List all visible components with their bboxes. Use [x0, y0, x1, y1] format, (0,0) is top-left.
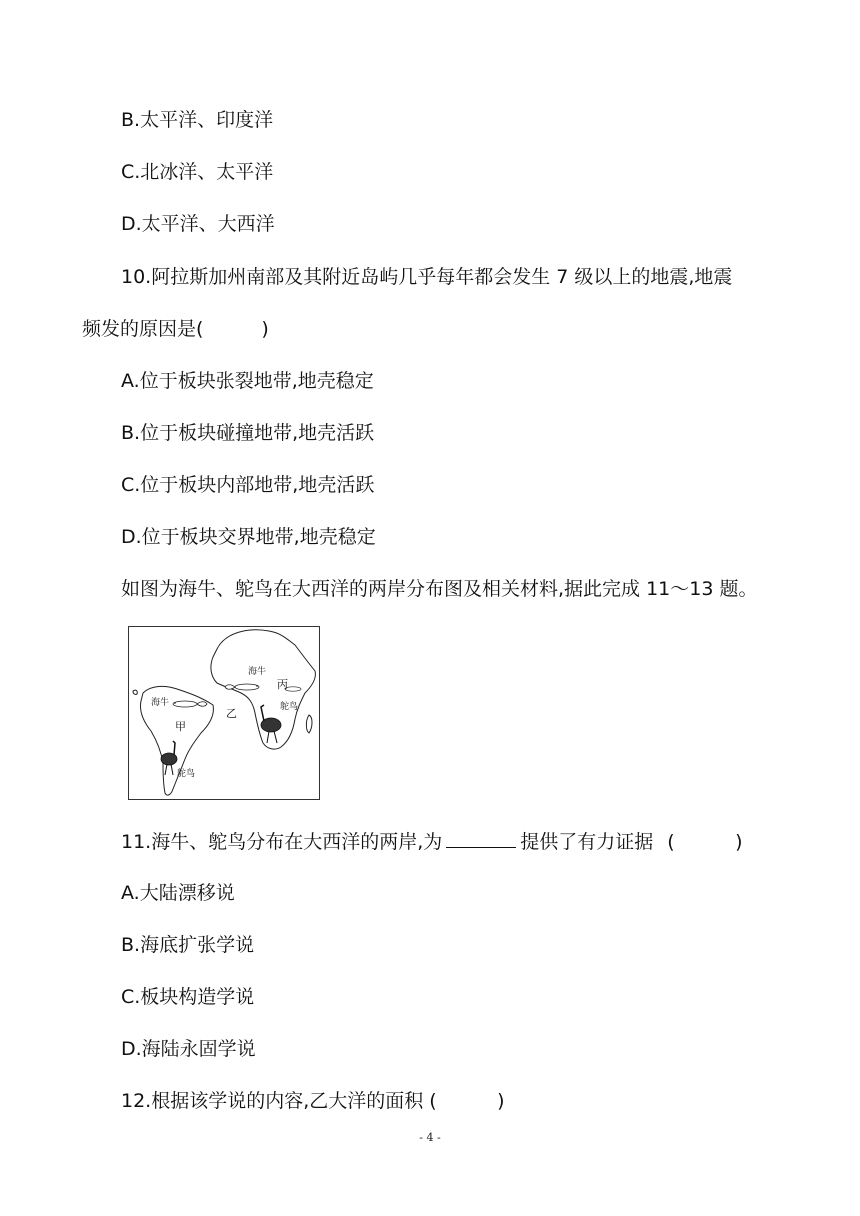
label-ostrich-sa: 鸵鸟	[177, 769, 196, 779]
label-bing: 丙	[277, 678, 288, 691]
q11-stem	[121, 829, 743, 854]
q12-stem: 12.根据该学说的内容,乙大洋的面积 ( )	[121, 1090, 505, 1112]
q11-stem-end: 提供了有力证据	[520, 831, 654, 853]
continents-outline	[129, 627, 319, 799]
group-intro: 如图为海牛、鸵鸟在大西洋的两岸分布图及相关材料,据此完成 11～13 题。	[121, 578, 758, 600]
q9-option-b: B.太平洋、印度洋	[121, 109, 274, 131]
manatee-africa-icon	[225, 684, 259, 690]
label-yi: 乙	[226, 707, 237, 720]
q11-option-d: D.海陆永固学说	[121, 1038, 256, 1060]
q10-stem-line1: 10.阿拉斯加州南部及其附近岛屿几乎每年都会发生 7 级以上的地震,地震	[121, 266, 733, 288]
label-manatee-africa: 海牛	[248, 667, 267, 677]
q10-stem-close: )	[261, 318, 269, 340]
q11-paren: ( )	[667, 831, 743, 853]
label-ostrich-africa: 鸵鸟	[280, 702, 299, 712]
q10-option-d: D.位于板块交界地带,地壳稳定	[121, 526, 376, 548]
q11-option-b: B.海底扩张学说	[121, 934, 255, 956]
label-jia: 甲	[175, 720, 186, 733]
q10-option-c: C.位于板块内部地带,地壳活跃	[121, 474, 375, 496]
q10-option-a: A.位于板块张裂地带,地壳稳定	[121, 370, 374, 392]
madagascar-outline	[306, 715, 312, 733]
q10-stem-text: 频发的原因是(	[82, 318, 204, 340]
q10-stem-line2	[82, 317, 269, 341]
q11-blank	[446, 829, 516, 848]
q9-option-d: D.太平洋、大西洋	[121, 213, 275, 235]
label-manatee-sa: 海牛	[151, 698, 170, 708]
q10-option-b: B.位于板块碰撞地带,地壳活跃	[121, 422, 375, 444]
q9-option-c: C.北冰洋、太平洋	[121, 161, 274, 183]
q11-option-c: C.板块构造学说	[121, 986, 255, 1008]
q11-stem-start: 11.海牛、鸵鸟分布在大西洋的两岸,为	[121, 831, 443, 853]
island-outline	[133, 690, 137, 694]
manatee-sa-icon	[173, 701, 207, 707]
page-number: - 4 -	[419, 1131, 441, 1144]
q11-option-a: A.大陆漂移说	[121, 882, 235, 904]
distribution-map	[128, 626, 320, 800]
